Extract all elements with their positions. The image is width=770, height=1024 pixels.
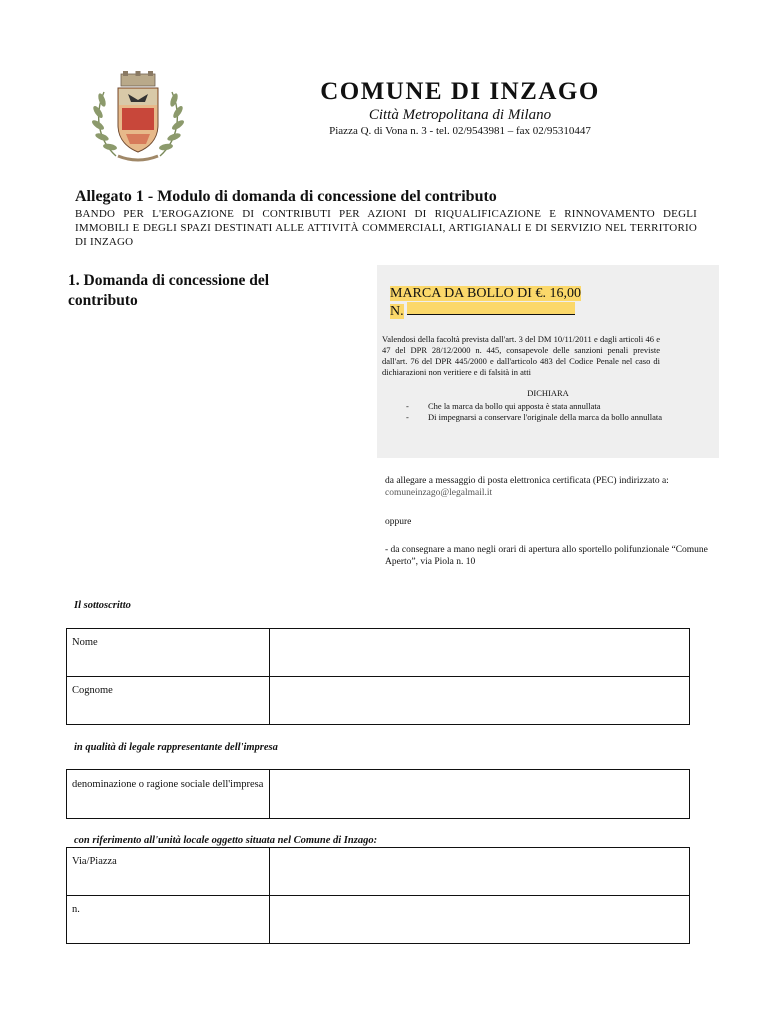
location-table — [66, 847, 690, 944]
qualita-label: in qualità di legale rappresentante dell'impresa — [74, 742, 278, 753]
denominazione-label: denominazione o ragione sociale dell'impresa — [67, 770, 270, 819]
sottoscritto-label: Il sottoscritto — [74, 600, 131, 611]
company-table — [66, 769, 690, 819]
section-title: 1. Domanda di concessione del contributo — [68, 272, 270, 309]
via-label: Via/Piazza — [67, 848, 270, 896]
municipal-coat-of-arms-icon — [88, 70, 188, 166]
table-row — [67, 770, 690, 819]
nome-field[interactable] — [270, 629, 690, 677]
stamp-list — [402, 401, 662, 423]
denominazione-field[interactable] — [270, 770, 690, 819]
page-title: COMUNE DI INZAGO — [320, 78, 600, 105]
table-row — [67, 848, 690, 896]
stamp-box — [377, 265, 719, 458]
stamp-title-line1: MARCA DA BOLLO DI €. 16,00 — [390, 286, 581, 301]
cognome-label: Cognome — [67, 677, 270, 725]
stamp-number-line[interactable] — [407, 302, 575, 315]
stamp-declaration-text: Valendosi della facoltà prevista dall'art. 3 del DM 10/11/2011 e dagli articoli 46 e 47 del DPR 28/12/2000 n. 445, consapevole delle sanzioni penali previste dall'art. 76 del DPR 445/2000 e dall'articolo 483 del Codice Penale nel caso di dichiarazioni non veritiere e di falsità in atti — [382, 334, 660, 377]
municipality-address: Piazza Q. di Vona n. 3 - tel. 02/9543981 – fax 02/95310447 — [329, 125, 591, 137]
via-field[interactable] — [270, 848, 690, 896]
pec-instructions — [385, 475, 730, 499]
applicant-table — [66, 628, 690, 725]
stamp-dichiara: DICHIARA — [527, 388, 569, 398]
nome-label: Nome — [67, 629, 270, 677]
numero-field[interactable] — [270, 896, 690, 944]
table-row — [67, 677, 690, 725]
stamp-title — [390, 286, 581, 320]
riferimento-label: con riferimento all'unità locale oggetto situata nel Comune di Inzago: — [74, 835, 378, 846]
numero-label: n. — [67, 896, 270, 944]
stamp-list-item: - Di impegnarsi a conservare l'originale della marca da bollo annullata — [402, 412, 662, 423]
table-row — [67, 896, 690, 944]
stamp-list-item: - Che la marca da bollo qui apposta è stata annullata — [402, 401, 662, 412]
document-title: Allegato 1 - Modulo di domanda di concessione del contributo — [75, 188, 497, 205]
pec-text: da allegare a messaggio di posta elettronica certificata (PEC) indirizzato a: — [385, 476, 669, 486]
bando-description: BANDO PER L'EROGAZIONE DI CONTRIBUTI PER AZIONI DI RIQUALIFICAZIONE E RINNOVAMENTO DEGLI IMMOBILI E DEGLI SPAZI DESTINATI ALLE ATTIVITÀ COMMERCIALI, ARTIGIANALI E DI SERVIZIO NEL TERRITORIO DI INZAGO — [75, 208, 697, 248]
table-row — [67, 629, 690, 677]
page-subtitle: Città Metropolitana di Milano — [368, 107, 552, 123]
pec-email-link[interactable]: comuneinzago@legalmail.it — [385, 488, 493, 498]
cognome-field[interactable] — [270, 677, 690, 725]
stamp-title-line2: N. — [390, 304, 404, 319]
oppure-text: oppure — [385, 517, 412, 527]
consegna-text: - da consegnare a mano negli orari di apertura allo sportello polifunzionale “Comune Aperto”, via Piola n. 10 — [385, 545, 708, 567]
